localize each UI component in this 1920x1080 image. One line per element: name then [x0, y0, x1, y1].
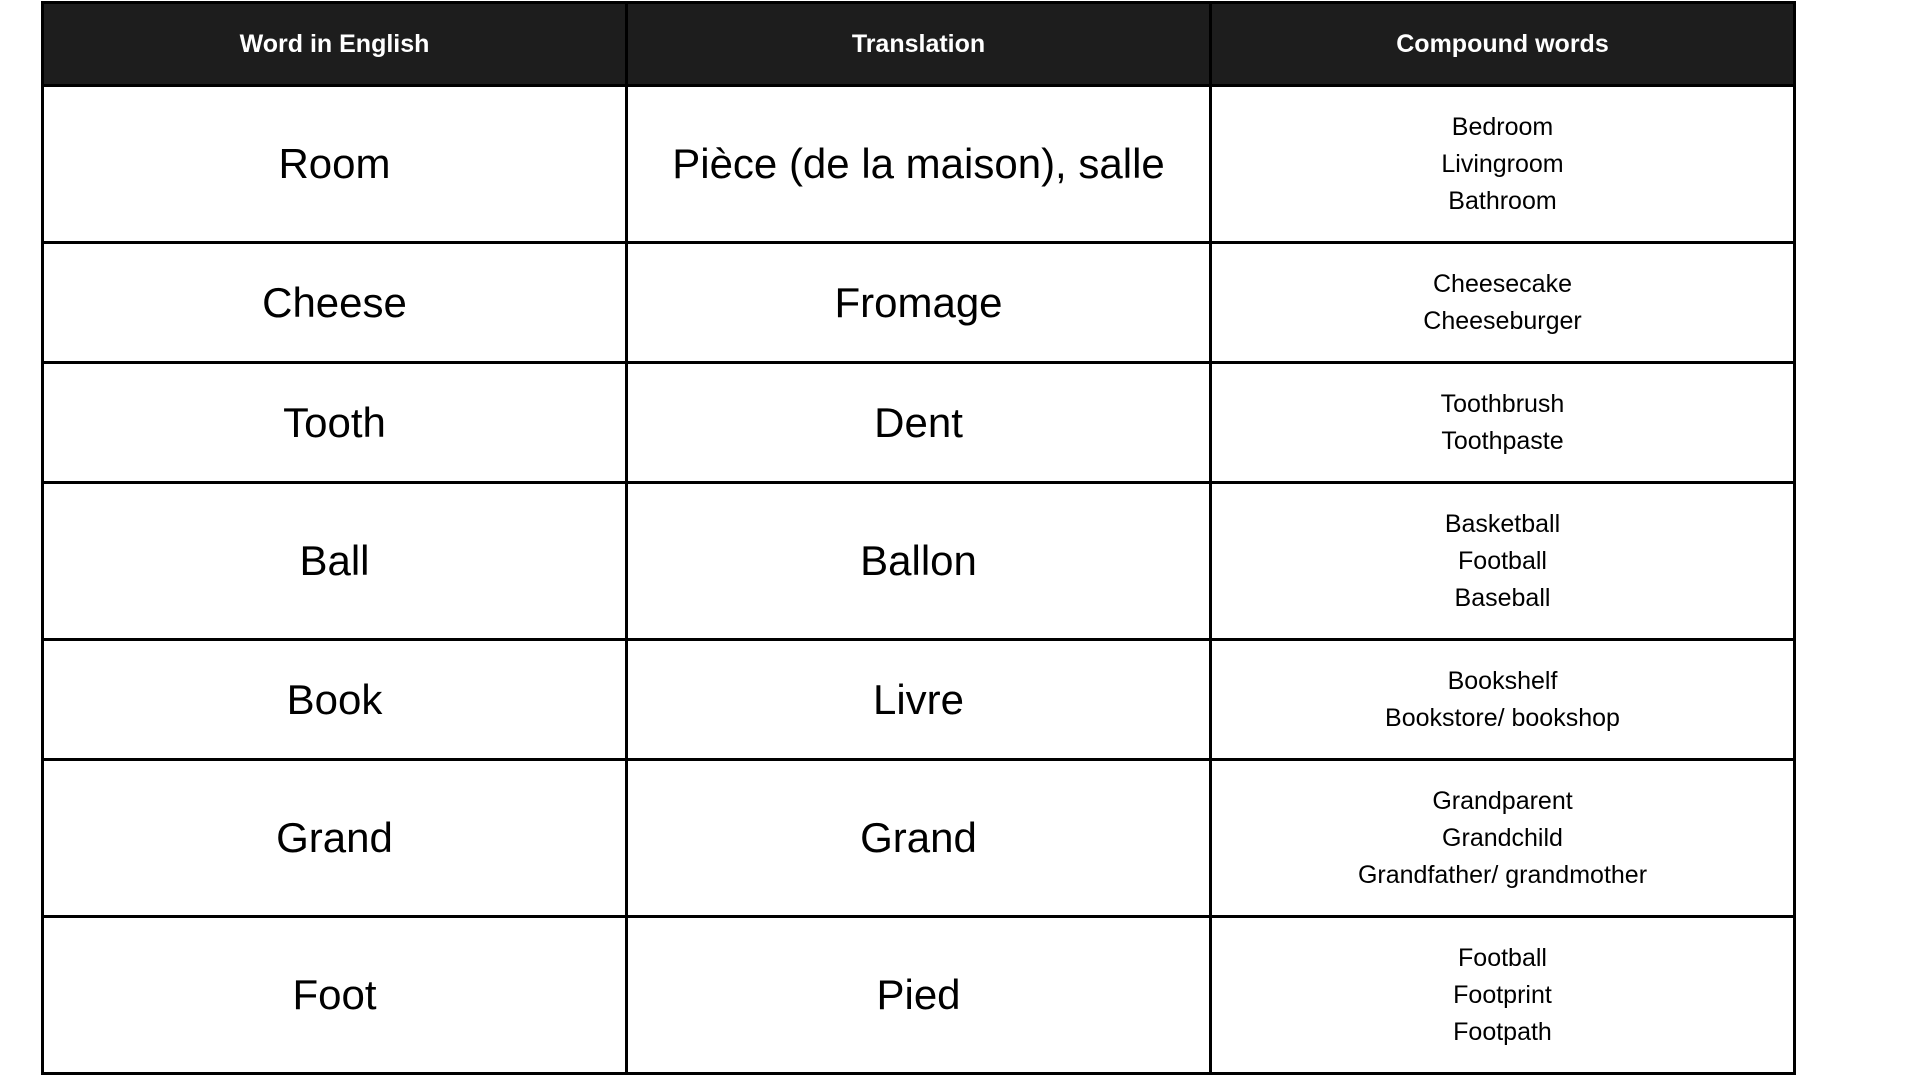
word-cell: Cheese [43, 243, 627, 363]
compound-word: Footpath [1453, 1017, 1552, 1046]
compound-word: Toothbrush [1440, 389, 1565, 418]
word-cell: Grand [43, 760, 627, 917]
table-header [43, 3, 1795, 86]
compound-word: Baseball [1454, 583, 1551, 612]
translation-cell: Fromage [627, 243, 1211, 363]
header-translation: Translation [627, 3, 1211, 86]
compound-word: Bedroom [1451, 112, 1554, 141]
compound-words-cell [1211, 363, 1795, 483]
word-cell: Foot [43, 917, 627, 1074]
translation-cell: Livre [627, 640, 1211, 760]
compound-words-cell [1211, 86, 1795, 243]
compound-word: Toothpaste [1441, 426, 1564, 455]
compound-word: Football [1458, 546, 1547, 575]
table-row [43, 243, 1795, 363]
compound-words-cell [1211, 917, 1795, 1074]
compound-word: Basketball [1444, 509, 1561, 538]
translation-cell: Grand [627, 760, 1211, 917]
vocabulary-table [41, 1, 1796, 1075]
compound-word: Bookstore/ bookshop [1385, 703, 1620, 732]
compound-words-cell [1211, 760, 1795, 917]
translation-cell: Pièce (de la maison), salle [627, 86, 1211, 243]
compound-word: Grandparent [1432, 786, 1573, 815]
table-row [43, 640, 1795, 760]
compound-word: Grandfather/ grandmother [1357, 860, 1648, 889]
word-cell: Room [43, 86, 627, 243]
compound-word: Livingroom [1441, 149, 1564, 178]
word-cell: Tooth [43, 363, 627, 483]
header-word-in-english: Word in English [43, 3, 627, 86]
table-row [43, 86, 1795, 243]
header-compound-words: Compound words [1211, 3, 1795, 86]
word-cell: Ball [43, 483, 627, 640]
compound-word: Bathroom [1448, 186, 1557, 215]
compound-word: Footprint [1453, 980, 1552, 1009]
translation-cell: Pied [627, 917, 1211, 1074]
compound-words-cell [1211, 483, 1795, 640]
compound-words-cell [1211, 640, 1795, 760]
compound-words-cell [1211, 243, 1795, 363]
table-row [43, 917, 1795, 1074]
translation-cell: Dent [627, 363, 1211, 483]
table-row [43, 363, 1795, 483]
header-row [43, 3, 1795, 86]
word-cell: Book [43, 640, 627, 760]
table-row [43, 760, 1795, 917]
table-body [43, 86, 1795, 1074]
translation-cell: Ballon [627, 483, 1211, 640]
table-row [43, 483, 1795, 640]
compound-word: Cheeseburger [1423, 306, 1582, 335]
compound-word: Grandchild [1442, 823, 1563, 852]
compound-word: Bookshelf [1447, 666, 1558, 695]
compound-word: Cheesecake [1433, 269, 1572, 298]
compound-word: Football [1458, 943, 1547, 972]
